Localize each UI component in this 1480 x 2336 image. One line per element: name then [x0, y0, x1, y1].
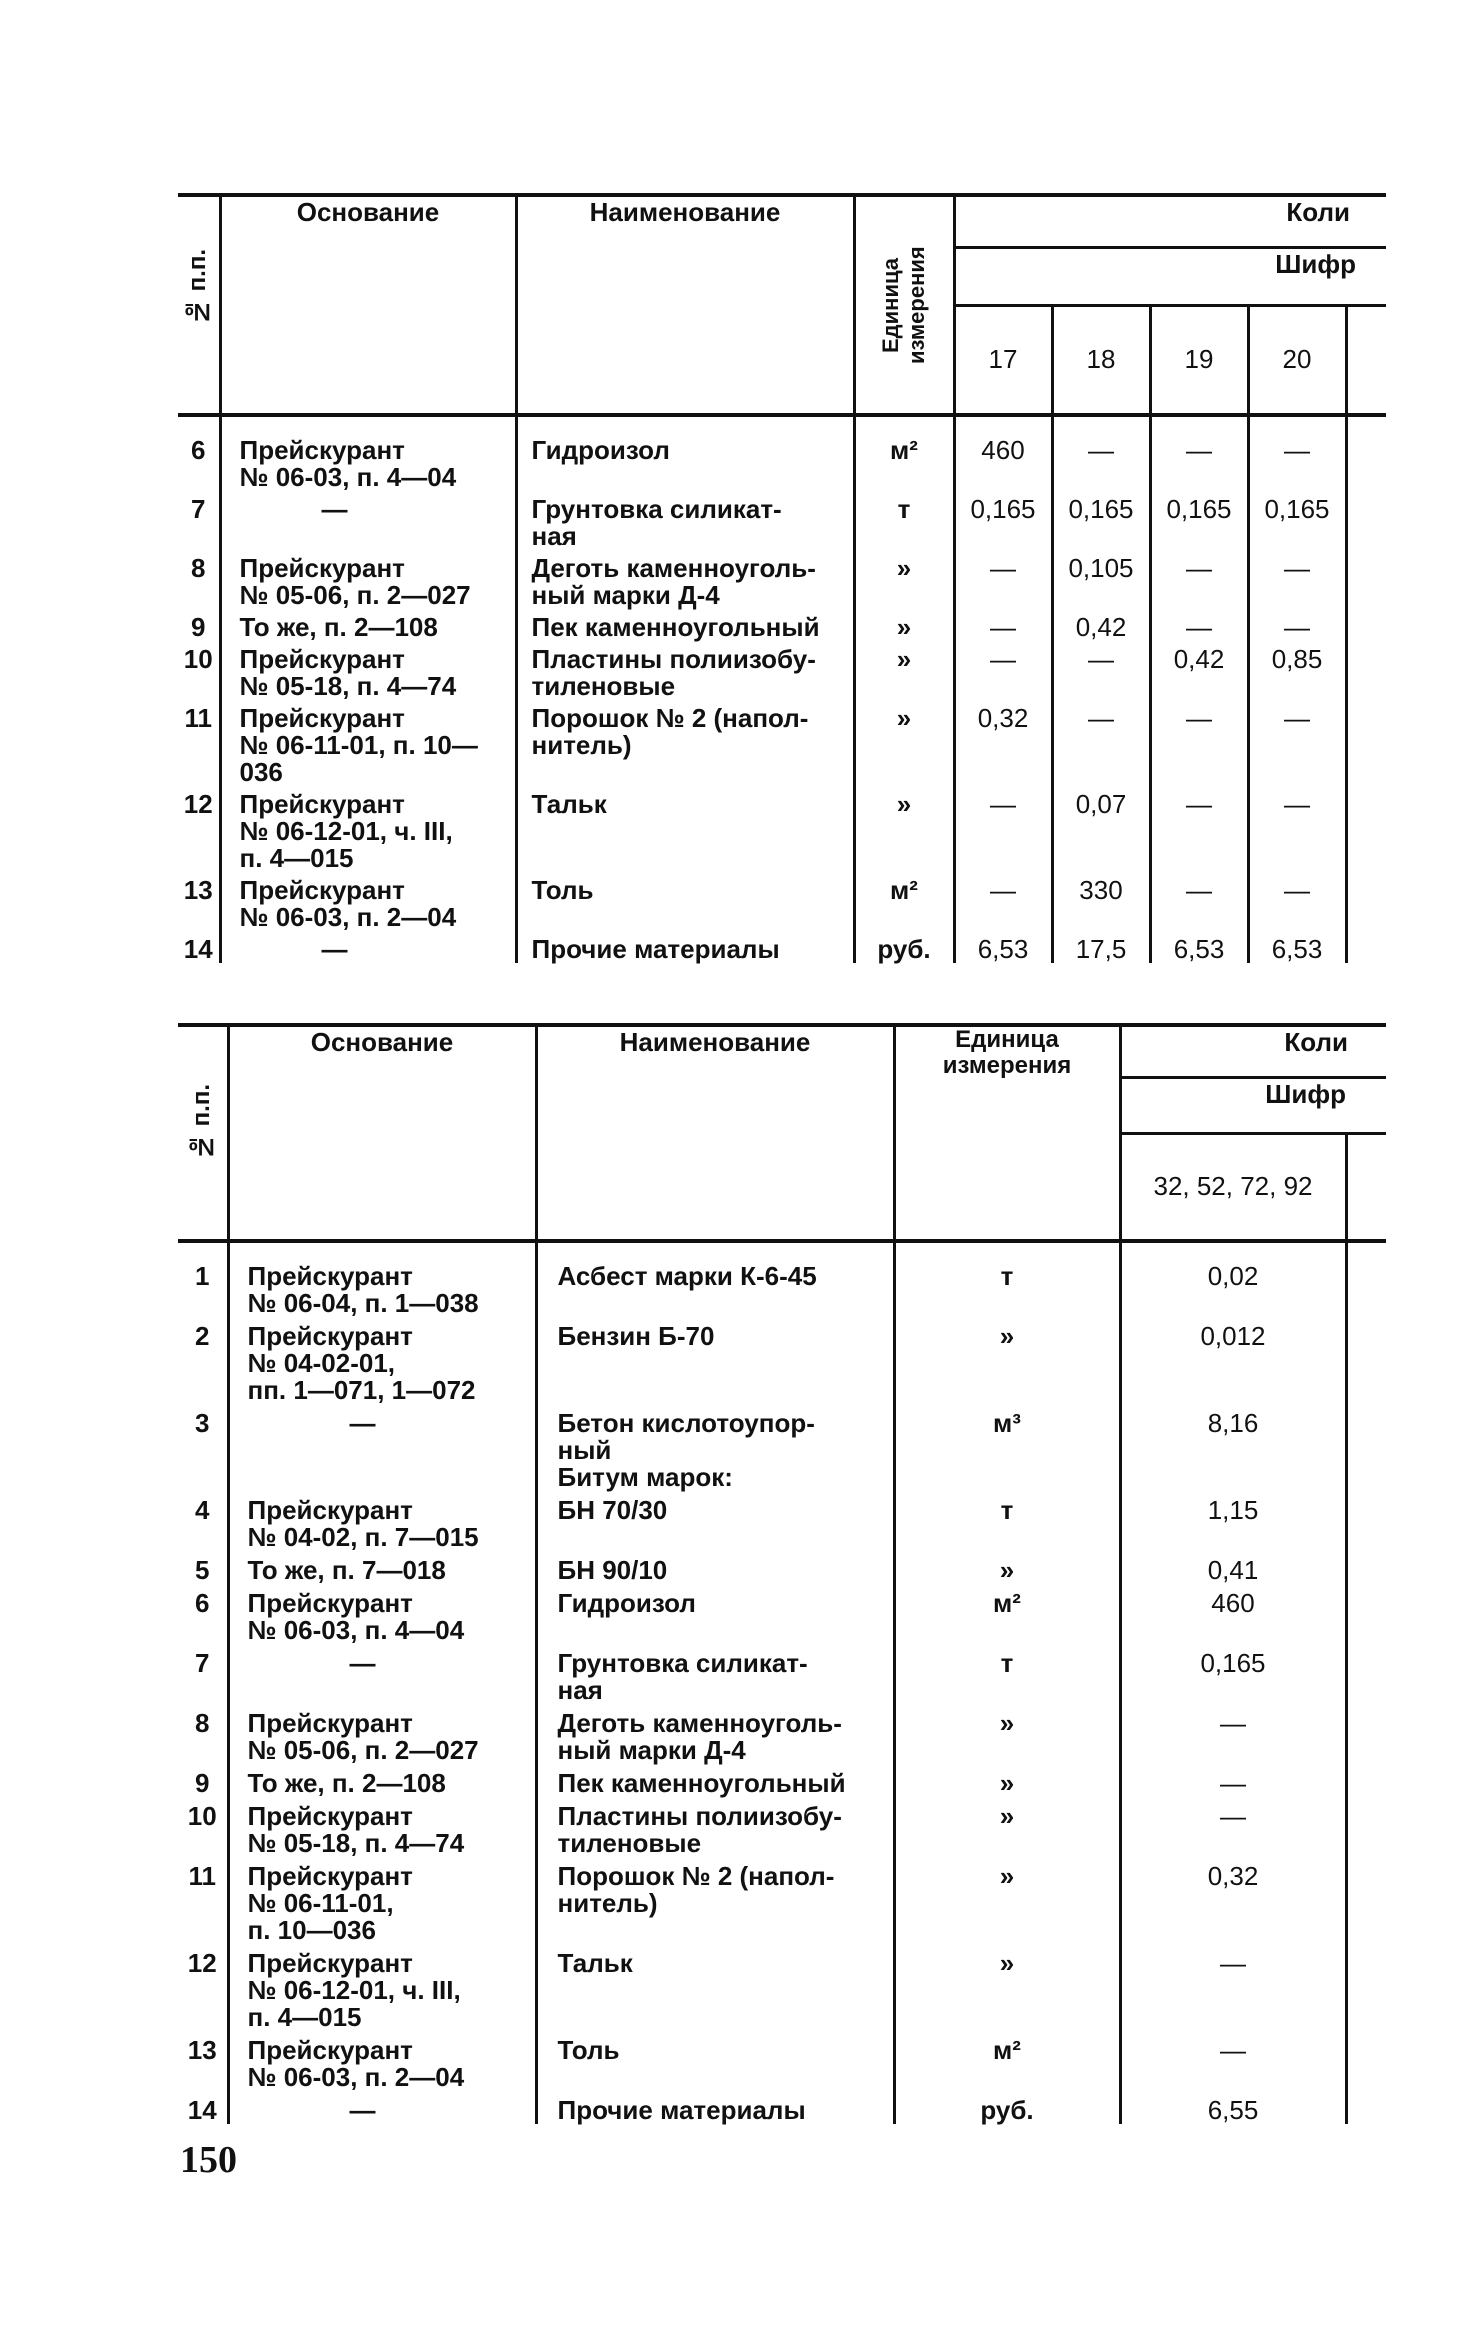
- row-basis: [220, 550, 516, 609]
- row-value: —: [1120, 2031, 1346, 2091]
- row-name-line: БН 70/30: [557, 1495, 668, 1525]
- row-spacer: [1346, 1857, 1386, 1944]
- row-basis: [228, 1644, 536, 1704]
- row-value: 330: [1052, 872, 1150, 931]
- row-value: —: [1120, 1944, 1346, 2031]
- row-unit: »: [894, 1797, 1120, 1857]
- row-basis-line: № 06-03, п. 2—04: [239, 902, 457, 932]
- row-basis: [228, 1944, 536, 2031]
- row-basis: [228, 1764, 536, 1797]
- row-name-line: Грунтовка силикат-: [531, 494, 782, 524]
- row-name-line: тиленовые: [557, 1828, 702, 1858]
- row-unit: т: [894, 1491, 1120, 1551]
- table-row: [178, 641, 1386, 700]
- row-basis: [228, 1317, 536, 1404]
- row-value: 0,105: [1052, 550, 1150, 609]
- header-quantity: Коли: [954, 195, 1386, 247]
- row-spacer: [1346, 1317, 1386, 1404]
- row-value: 0,85: [1248, 641, 1346, 700]
- row-number: 1: [178, 1241, 228, 1317]
- header-basis: Основание: [220, 195, 516, 415]
- table-row: [178, 1764, 1386, 1797]
- row-spacer: [1346, 1704, 1386, 1764]
- row-name: [516, 491, 854, 550]
- row-number: 8: [178, 1704, 228, 1764]
- row-value: —: [1248, 872, 1346, 931]
- row-basis: [220, 641, 516, 700]
- table-row: [178, 931, 1386, 963]
- table-row: [178, 1944, 1386, 2031]
- row-name: [536, 1584, 894, 1644]
- row-number: 6: [178, 1584, 228, 1644]
- header-unit: Единица измерения: [878, 246, 929, 364]
- row-value: 6,53: [954, 931, 1052, 963]
- header-code-20: 20: [1248, 305, 1346, 415]
- row-value: —: [1248, 700, 1346, 786]
- materials-table-1: [178, 193, 1386, 963]
- row-unit: т: [894, 1241, 1120, 1317]
- header-quantity: Коли: [1120, 1025, 1386, 1077]
- row-basis-line: То же, п. 2—108: [247, 1768, 446, 1798]
- row-unit: т: [894, 1644, 1120, 1704]
- row-value: 6,53: [1150, 931, 1248, 963]
- row-name: [536, 1704, 894, 1764]
- row-unit: »: [894, 1551, 1120, 1584]
- row-spacer: [1346, 415, 1386, 491]
- table-row: [178, 1857, 1386, 1944]
- row-basis: [220, 931, 516, 963]
- row-basis-line: № 05-18, п. 4—74: [247, 1828, 465, 1858]
- table-row: [178, 1551, 1386, 1584]
- row-basis-line: Прейскурант: [247, 2035, 413, 2065]
- row-basis-line: № 05-18, п. 4—74: [239, 671, 457, 701]
- row-unit: м²: [894, 1584, 1120, 1644]
- row-basis-line: № 05-06, п. 2—027: [247, 1735, 479, 1765]
- row-basis: [220, 872, 516, 931]
- row-basis-line: —: [321, 494, 348, 524]
- row-basis-line: —: [321, 934, 348, 964]
- row-unit: »: [854, 786, 954, 872]
- row-basis-line: Прейскурант: [247, 1948, 413, 1978]
- row-spacer: [1346, 550, 1386, 609]
- row-number: 11: [178, 700, 220, 786]
- row-spacer: [1346, 700, 1386, 786]
- table-row: [178, 2091, 1386, 2124]
- row-basis-line: № 06-03, п. 4—04: [239, 462, 457, 492]
- row-basis: [228, 1704, 536, 1764]
- row-unit: м²: [894, 2031, 1120, 2091]
- row-name-line: Прочие материалы: [531, 934, 780, 964]
- row-number: 12: [178, 1944, 228, 2031]
- row-basis-line: № 06-04, п. 1—038: [247, 1288, 479, 1318]
- header-name: Наименование: [536, 1025, 894, 1241]
- row-value: —: [1150, 415, 1248, 491]
- row-name-line: Пек каменноугольный: [531, 612, 820, 642]
- row-basis-line: Прейскурант: [247, 1708, 413, 1738]
- row-unit: руб.: [854, 931, 954, 963]
- row-unit: т: [854, 491, 954, 550]
- table-row: [178, 1491, 1386, 1551]
- row-basis: [228, 2091, 536, 2124]
- row-name: [516, 550, 854, 609]
- row-number: 11: [178, 1857, 228, 1944]
- row-value: 0,165: [954, 491, 1052, 550]
- row-basis: [220, 700, 516, 786]
- table-row: [178, 1404, 1386, 1491]
- row-number: 12: [178, 786, 220, 872]
- row-value: 8,16: [1120, 1404, 1346, 1491]
- row-spacer: [1346, 1551, 1386, 1584]
- row-value: —: [1052, 641, 1150, 700]
- row-name: [536, 1241, 894, 1317]
- row-spacer: [1346, 1944, 1386, 2031]
- row-value: 0,41: [1120, 1551, 1346, 1584]
- row-value: —: [1120, 1704, 1346, 1764]
- materials-table-2: [178, 1023, 1386, 2124]
- table-row: [178, 550, 1386, 609]
- row-number: 2: [178, 1317, 228, 1404]
- table-row: [178, 491, 1386, 550]
- row-value: —: [1120, 1797, 1346, 1857]
- table-row: [178, 872, 1386, 931]
- row-spacer: [1346, 786, 1386, 872]
- row-value: 0,012: [1120, 1317, 1346, 1404]
- row-basis-line: 036: [239, 757, 283, 787]
- row-value: 0,32: [1120, 1857, 1346, 1944]
- row-basis-line: № 05-06, п. 2—027: [239, 580, 471, 610]
- row-basis-line: № 06-11-01, п. 10—: [239, 730, 478, 760]
- row-basis-line: Прейскурант: [239, 435, 405, 465]
- row-name-line: Гидроизол: [557, 1588, 696, 1618]
- row-name-line: Пластины полиизобу-: [557, 1801, 842, 1831]
- row-value: 6,55: [1120, 2091, 1346, 2124]
- row-unit: »: [894, 1317, 1120, 1404]
- table-row: [178, 1584, 1386, 1644]
- row-basis-line: Прейскурант: [239, 703, 405, 733]
- row-value: —: [954, 609, 1052, 641]
- row-basis: [228, 1551, 536, 1584]
- row-name-line: ный: [557, 1435, 612, 1465]
- page-number: 150: [180, 2139, 237, 2181]
- row-basis-line: То же, п. 2—108: [239, 612, 438, 642]
- row-name: [536, 1404, 894, 1491]
- row-spacer: [1346, 491, 1386, 550]
- row-number: 7: [178, 491, 220, 550]
- row-name: [536, 1491, 894, 1551]
- row-name-line: БН 90/10: [557, 1555, 668, 1585]
- row-value: 17,5: [1052, 931, 1150, 963]
- row-basis-line: Прейскурант: [239, 644, 405, 674]
- row-value: 460: [954, 415, 1052, 491]
- row-value: —: [954, 872, 1052, 931]
- row-name-line: тиленовые: [531, 671, 676, 701]
- row-name-line: Гидроизол: [531, 435, 670, 465]
- row-value: —: [954, 786, 1052, 872]
- row-spacer: [1346, 1584, 1386, 1644]
- row-basis-line: № 04-02-01,: [247, 1348, 396, 1378]
- row-unit: »: [894, 1704, 1120, 1764]
- row-basis: [228, 1241, 536, 1317]
- table-row: [178, 609, 1386, 641]
- header-unit-cell: [854, 195, 954, 415]
- row-name: [536, 1944, 894, 2031]
- row-value: —: [1150, 700, 1248, 786]
- row-basis-line: № 06-03, п. 2—04: [247, 2062, 465, 2092]
- header-code: Шифр: [954, 247, 1386, 305]
- row-spacer: [1346, 609, 1386, 641]
- row-basis-line: № 06-12-01, ч. III,: [239, 816, 453, 846]
- row-number: 9: [178, 1764, 228, 1797]
- row-value: 0,165: [1120, 1644, 1346, 1704]
- row-spacer: [1346, 1797, 1386, 1857]
- row-name: [536, 1857, 894, 1944]
- row-number: 3: [178, 1404, 228, 1491]
- row-spacer: [1346, 1644, 1386, 1704]
- row-basis-line: Прейскурант: [247, 1861, 413, 1891]
- header-codes: 32, 52, 72, 92: [1120, 1133, 1346, 1241]
- row-name-line: Бензин Б-70: [557, 1321, 715, 1351]
- row-basis-line: Прейскурант: [247, 1261, 413, 1291]
- row-value: —: [954, 550, 1052, 609]
- table-row: [178, 700, 1386, 786]
- row-basis-line: Прейскурант: [239, 553, 405, 583]
- row-basis-line: № 06-11-01,: [247, 1888, 394, 1918]
- row-spacer: [1346, 1491, 1386, 1551]
- row-value: 0,42: [1150, 641, 1248, 700]
- row-name-line: Тальк: [557, 1948, 633, 1978]
- row-spacer: [1346, 1241, 1386, 1317]
- row-name-line: Грунтовка силикат-: [557, 1648, 808, 1678]
- row-basis-line: Прейскурант: [239, 789, 405, 819]
- row-number: 7: [178, 1644, 228, 1704]
- row-number: 9: [178, 609, 220, 641]
- row-number: 5: [178, 1551, 228, 1584]
- row-value: —: [1150, 872, 1248, 931]
- row-number: 13: [178, 872, 220, 931]
- header-code-17: 17: [954, 305, 1052, 415]
- row-number: 10: [178, 641, 220, 700]
- row-value: 0,165: [1052, 491, 1150, 550]
- row-basis-line: —: [349, 1648, 376, 1678]
- row-number: 8: [178, 550, 220, 609]
- row-basis: [228, 1491, 536, 1551]
- row-basis-line: Прейскурант: [247, 1321, 413, 1351]
- row-basis-line: пп. 1—071, 1—072: [247, 1375, 476, 1405]
- row-unit: м²: [854, 872, 954, 931]
- row-name-line: Деготь каменноуголь-: [557, 1708, 842, 1738]
- header-code-18: 18: [1052, 305, 1150, 415]
- row-number: 6: [178, 415, 220, 491]
- row-name-line: Прочие материалы: [557, 2095, 806, 2125]
- row-name-line: Битум марок:: [557, 1462, 733, 1492]
- header-basis: Основание: [228, 1025, 536, 1241]
- row-value: 0,165: [1150, 491, 1248, 550]
- row-value: 0,07: [1052, 786, 1150, 872]
- row-spacer: [1346, 2031, 1386, 2091]
- row-name-line: Пек каменноугольный: [557, 1768, 846, 1798]
- header-num-cell: [178, 195, 220, 415]
- row-number: 10: [178, 1797, 228, 1857]
- row-unit: руб.: [894, 2091, 1120, 2124]
- table-row: [178, 2031, 1386, 2091]
- row-name-line: ный марки Д-4: [557, 1735, 746, 1765]
- row-value: —: [1150, 786, 1248, 872]
- row-value: 0,165: [1248, 491, 1346, 550]
- row-basis-line: Прейскурант: [239, 875, 405, 905]
- row-basis-line: Прейскурант: [247, 1588, 413, 1618]
- table-row: [178, 1704, 1386, 1764]
- row-number: 14: [178, 931, 220, 963]
- row-name-line: Пластины полиизобу-: [531, 644, 816, 674]
- row-value: —: [1150, 609, 1248, 641]
- row-value: —: [954, 641, 1052, 700]
- header-unit: Единица измерения: [894, 1025, 1120, 1241]
- row-basis-line: № 06-12-01, ч. III,: [247, 1975, 461, 2005]
- row-basis-line: № 04-02, п. 7—015: [247, 1522, 479, 1552]
- row-spacer: [1346, 641, 1386, 700]
- row-name-line: Деготь каменноуголь-: [531, 553, 816, 583]
- row-value: 0,32: [954, 700, 1052, 786]
- row-name: [536, 1764, 894, 1797]
- row-value: 0,42: [1052, 609, 1150, 641]
- row-unit: »: [894, 1944, 1120, 2031]
- row-name: [516, 700, 854, 786]
- row-value: —: [1248, 415, 1346, 491]
- row-unit: »: [854, 550, 954, 609]
- row-value: —: [1120, 1764, 1346, 1797]
- row-name-line: ный марки Д-4: [531, 580, 720, 610]
- row-name: [516, 609, 854, 641]
- header-code-19: 19: [1150, 305, 1248, 415]
- row-name-line: Толь: [557, 2035, 620, 2065]
- row-value: 1,15: [1120, 1491, 1346, 1551]
- row-name: [536, 2091, 894, 2124]
- row-unit: »: [894, 1764, 1120, 1797]
- row-basis-line: Прейскурант: [247, 1495, 413, 1525]
- row-name-line: нитель): [531, 730, 632, 760]
- header-num: № п.п.: [184, 249, 212, 325]
- row-value: —: [1248, 550, 1346, 609]
- row-basis-line: п. 10—036: [247, 1915, 376, 1945]
- row-spacer: [1346, 2091, 1386, 2124]
- row-name-line: ная: [531, 521, 577, 551]
- row-value: 0,02: [1120, 1241, 1346, 1317]
- row-name: [536, 1551, 894, 1584]
- table-row: [178, 1317, 1386, 1404]
- row-name-line: ная: [557, 1675, 603, 1705]
- row-basis: [228, 1797, 536, 1857]
- row-name-line: Порошок № 2 (напол-: [531, 703, 809, 733]
- header-num-cell: [178, 1025, 228, 1241]
- row-basis-line: п. 4—015: [247, 2002, 362, 2032]
- row-spacer: [1346, 872, 1386, 931]
- row-value: —: [1052, 700, 1150, 786]
- row-basis: [228, 2031, 536, 2091]
- row-name-line: Асбест марки К-6-45: [557, 1261, 817, 1291]
- row-name-line: Бетон кислотоупор-: [557, 1408, 815, 1438]
- row-name: [516, 872, 854, 931]
- row-basis-line: —: [349, 1408, 376, 1438]
- row-name: [536, 2031, 894, 2091]
- table-row: [178, 1797, 1386, 1857]
- row-name-line: Тальк: [531, 789, 607, 819]
- row-spacer: [1346, 931, 1386, 963]
- row-unit: »: [854, 609, 954, 641]
- row-basis-line: п. 4—015: [239, 843, 354, 873]
- row-value: —: [1248, 786, 1346, 872]
- row-basis: [220, 415, 516, 491]
- row-name: [536, 1644, 894, 1704]
- row-basis: [220, 491, 516, 550]
- header-name: Наименование: [516, 195, 854, 415]
- table-row: [178, 1644, 1386, 1704]
- row-number: 14: [178, 2091, 228, 2124]
- row-unit: »: [894, 1857, 1120, 1944]
- row-basis: [228, 1584, 536, 1644]
- row-unit: м³: [894, 1404, 1120, 1491]
- table-row: [178, 415, 1386, 491]
- row-basis-line: № 06-03, п. 4—04: [247, 1615, 465, 1645]
- row-basis-line: Прейскурант: [247, 1801, 413, 1831]
- row-name-line: Порошок № 2 (напол-: [557, 1861, 835, 1891]
- row-basis: [228, 1404, 536, 1491]
- table-row: [178, 1241, 1386, 1317]
- row-value: —: [1150, 550, 1248, 609]
- row-value: 6,53: [1248, 931, 1346, 963]
- row-unit: »: [854, 700, 954, 786]
- row-basis: [220, 609, 516, 641]
- row-unit: »: [854, 641, 954, 700]
- table-row: [178, 786, 1386, 872]
- row-name: [536, 1317, 894, 1404]
- row-number: 13: [178, 2031, 228, 2091]
- row-name-line: нитель): [557, 1888, 658, 1918]
- row-name: [516, 415, 854, 491]
- header-code: Шифр: [1120, 1077, 1386, 1133]
- row-basis-line: —: [349, 2095, 376, 2125]
- row-basis-line: То же, п. 7—018: [247, 1555, 446, 1585]
- row-value: —: [1052, 415, 1150, 491]
- row-name: [536, 1797, 894, 1857]
- row-number: 4: [178, 1491, 228, 1551]
- row-unit: м²: [854, 415, 954, 491]
- row-value: 460: [1120, 1584, 1346, 1644]
- row-name-line: Толь: [531, 875, 594, 905]
- header-num: № п.п.: [188, 1084, 216, 1160]
- row-name: [516, 786, 854, 872]
- row-name: [516, 931, 854, 963]
- row-value: —: [1248, 609, 1346, 641]
- row-basis: [228, 1857, 536, 1944]
- row-basis: [220, 786, 516, 872]
- row-spacer: [1346, 1764, 1386, 1797]
- row-spacer: [1346, 1404, 1386, 1491]
- row-name: [516, 641, 854, 700]
